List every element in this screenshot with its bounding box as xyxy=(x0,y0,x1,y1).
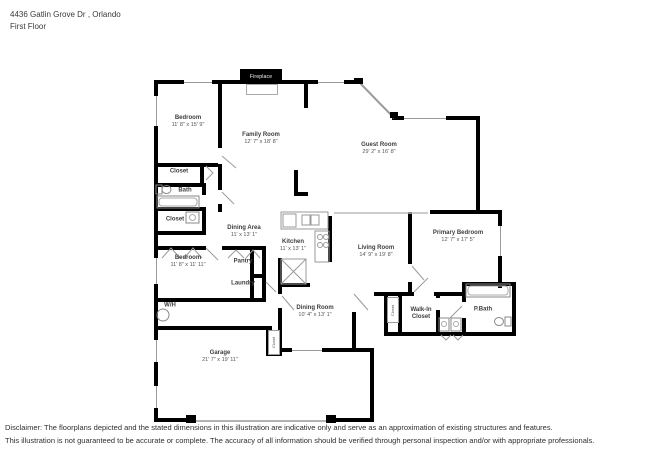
room-label-guest-room xyxy=(361,142,397,156)
room-name: Bedroom xyxy=(174,255,202,262)
fridge-icon xyxy=(283,214,296,227)
room-label-family-room xyxy=(242,132,280,146)
window xyxy=(154,258,158,284)
door-gap xyxy=(206,246,222,250)
room-dims: 11' 8" x 11' 11" xyxy=(170,262,206,269)
sink-icon xyxy=(190,215,196,221)
water-heater-icon xyxy=(157,309,169,321)
wall xyxy=(202,183,206,195)
window xyxy=(184,80,212,84)
room-label-primary-bath xyxy=(474,306,492,313)
disclaimer-line-2: This illustration is not guaranteed to be accurate or complete. The accuracy of all information should be verified through personal inspection and/or with appropriate professionals. xyxy=(5,436,595,445)
window xyxy=(154,340,158,362)
door-gap xyxy=(218,148,222,164)
room-name: Living Room xyxy=(357,245,395,252)
cabinet-x-icon xyxy=(281,259,306,284)
door-swing-line xyxy=(414,278,428,292)
wall xyxy=(304,80,308,108)
sink-icon xyxy=(186,212,199,223)
window xyxy=(292,348,322,352)
room-name: Closet xyxy=(271,336,277,349)
door-swing-line xyxy=(282,296,294,310)
cabinet-x-icon xyxy=(281,259,306,284)
room-name: Primary Bedroom xyxy=(432,230,484,237)
wall xyxy=(154,207,204,211)
room-name: Garage xyxy=(209,350,231,357)
room-name: Family Room xyxy=(242,132,280,139)
closet-door-chevron xyxy=(228,250,244,258)
sink-icon xyxy=(311,215,319,225)
sink-icon xyxy=(302,215,310,225)
room-dims: 21' 7" x 19' 11" xyxy=(202,357,238,364)
window xyxy=(404,116,446,120)
room-label-closet-3 xyxy=(268,330,280,355)
cooktop-icon xyxy=(318,235,323,240)
room-name: Guest Room xyxy=(361,142,397,149)
wall xyxy=(398,292,414,296)
room-dims: 12' 7" x 17' 5" xyxy=(441,237,475,244)
room-dims: 14' 9" x 19' 8" xyxy=(359,252,393,259)
room-name: Walk-In Closet xyxy=(410,306,432,320)
room-name: Laundry xyxy=(231,280,255,287)
room-name: W/H xyxy=(164,302,176,309)
room-dims: 12' 7" x 18' 8" xyxy=(244,139,278,146)
door-gap xyxy=(408,264,412,282)
wall xyxy=(430,210,498,214)
toilet-icon xyxy=(505,317,511,326)
wall xyxy=(154,231,206,235)
room-dims: 11' x 13' 1" xyxy=(279,246,307,253)
room-name: Dining Room xyxy=(296,305,334,312)
room-dims: 10' 4" x 13' 1" xyxy=(298,312,332,319)
wall xyxy=(282,283,310,287)
room-name: Pantry xyxy=(233,258,253,265)
door-swing-line xyxy=(222,192,234,204)
door-gap xyxy=(462,302,466,318)
room-name: Kitchen xyxy=(281,239,304,246)
bathtub-icon xyxy=(159,198,197,206)
wall xyxy=(370,350,374,422)
room-label-kitchen xyxy=(280,239,306,253)
wall xyxy=(354,348,374,352)
kitchen-counter xyxy=(315,231,329,262)
door-swing-line xyxy=(222,156,236,168)
room-label-laundry xyxy=(231,280,255,287)
diagonal-wall-line xyxy=(360,83,394,118)
room-name: Bedroom xyxy=(174,115,202,122)
closet-door-chevron xyxy=(206,166,213,180)
room-dims: 11' 8" x 15' 9" xyxy=(171,122,205,129)
room-name: Bath xyxy=(178,187,192,194)
room-label-closet-4 xyxy=(387,297,399,323)
door-swing-line xyxy=(412,266,424,280)
room-label-dining-area xyxy=(227,225,260,239)
wall xyxy=(250,274,266,278)
floor-line: First Floor xyxy=(10,22,46,31)
room-label-garage xyxy=(202,350,238,364)
wall xyxy=(154,80,158,422)
wall xyxy=(154,418,196,422)
wall xyxy=(328,216,332,262)
room-label-primary-bedroom xyxy=(433,230,483,244)
wall xyxy=(326,418,374,422)
wall xyxy=(294,192,308,196)
kitchen-counter xyxy=(281,212,328,229)
wall xyxy=(154,183,204,187)
vanity-sink-icon xyxy=(451,318,461,331)
door-gap xyxy=(278,294,282,308)
wall xyxy=(352,312,356,352)
room-label-walk-in-closet xyxy=(404,307,438,321)
cooktop-icon xyxy=(318,243,323,248)
window xyxy=(154,96,158,126)
room-dims: 29' 2" x 16' 8" xyxy=(362,149,396,156)
door-swing-line xyxy=(354,294,368,310)
door-swing-line xyxy=(266,282,276,292)
window xyxy=(154,386,158,408)
room-label-living-room xyxy=(358,245,394,259)
window xyxy=(498,226,502,256)
room-dims: 11' x 13' 1" xyxy=(230,232,258,239)
door-swing-line xyxy=(450,306,462,318)
window xyxy=(318,80,344,84)
room-label-pantry xyxy=(234,258,253,265)
room-name: Closet xyxy=(390,304,396,316)
wall xyxy=(462,282,516,286)
fireplace-hearth xyxy=(246,84,278,95)
wall xyxy=(154,298,266,302)
vanity-sink-icon xyxy=(454,322,459,327)
room-label-closet-2 xyxy=(166,216,184,223)
vanity-sink-icon xyxy=(439,318,449,331)
room-name: Closet xyxy=(165,216,185,223)
disclaimer-line-1: Disclaimer: The floorplans depicted and the stated dimensions in this illustration are indicative only and serve as an approximation of existing structures and features. xyxy=(5,423,553,432)
room-label-bath xyxy=(178,187,191,194)
wall xyxy=(262,246,266,298)
room-label-water-heater xyxy=(164,302,176,309)
room-name: P.Bath xyxy=(473,306,493,313)
cabinet-x-icon xyxy=(281,259,306,284)
room-label-closet-1 xyxy=(170,168,188,175)
room-label-bedroom-2 xyxy=(170,255,205,269)
door-gap xyxy=(218,190,222,204)
room-label-dining-room xyxy=(296,305,333,319)
wall xyxy=(476,116,480,214)
room-name: Closet xyxy=(169,168,189,175)
wall xyxy=(154,163,220,167)
room-name: Dining Area xyxy=(227,225,261,232)
room-label-bedroom-1 xyxy=(172,115,205,129)
bathtub-icon xyxy=(468,286,508,295)
fireplace-icon: Fireplace xyxy=(240,69,282,84)
toilet-icon xyxy=(495,318,504,326)
wall xyxy=(512,282,516,336)
vanity-sink-icon xyxy=(442,322,447,327)
wall xyxy=(154,326,272,330)
wall xyxy=(384,332,516,336)
address-line: 4436 Gatlin Grove Dr , Orlando xyxy=(10,10,121,19)
